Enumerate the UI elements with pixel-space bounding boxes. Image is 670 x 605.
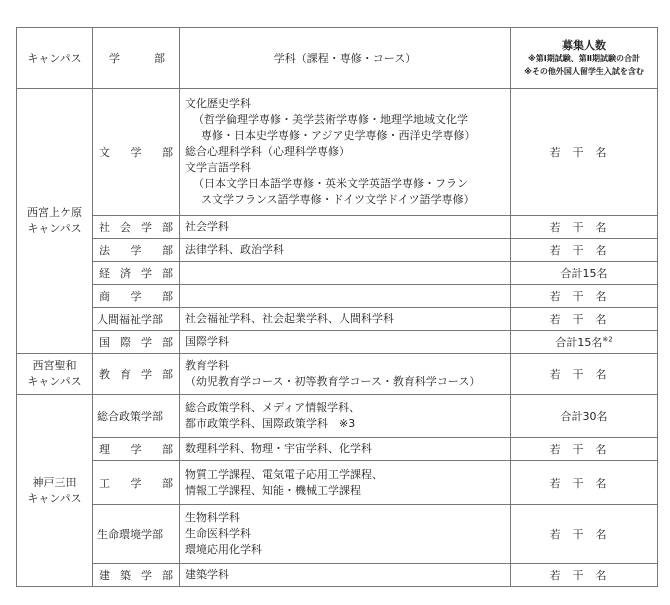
campus-name-line1: 西宮聖和 [32, 359, 77, 372]
subject-line: 文化歴史学科 [185, 97, 251, 110]
dept-seimei: 生命環境学部 [93, 505, 180, 564]
subject-shakai: 社会学科 [180, 216, 511, 239]
campus-uegahara [17, 89, 93, 354]
subject-line: 物質工学課程、電気電子応用工学課程、 [185, 467, 383, 481]
campus-name-line2: キャンパス [27, 222, 82, 235]
table-row [17, 461, 658, 505]
quota-value: 若干名 [549, 290, 619, 303]
subject-line: 環境応用化学科 [185, 543, 262, 556]
quota-value: 若干名 [549, 146, 619, 159]
quota-kou [511, 461, 658, 505]
dept-kokusai: 国際学部 [93, 331, 180, 354]
quota-ningen [511, 308, 658, 331]
table-row [17, 331, 658, 354]
subject-bungaku [180, 89, 511, 216]
dept-kenchiku: 建築学部 [93, 564, 180, 587]
table-row [17, 239, 658, 262]
subject-line: 生物科学科 [185, 511, 240, 524]
subject-sougou [180, 395, 511, 438]
quota-value: 若干名 [549, 368, 619, 381]
subject-line: （哲学倫理学専修・美学芸術学専修・地理学地域文化学 [193, 113, 468, 126]
admissions-table [16, 27, 658, 587]
quota-value: 合計15名 [555, 336, 603, 349]
subject-hou: 法律学科、政治学科 [180, 239, 511, 262]
campus-name-line2: キャンパス [27, 491, 82, 505]
quota-hou [511, 239, 658, 262]
subject-line: 生命医科学科 [185, 527, 251, 540]
quota-bungaku [511, 89, 658, 216]
header-quota [511, 28, 658, 89]
quota-value: 若干名 [549, 476, 619, 490]
header-dept [93, 28, 180, 89]
subject-line: 情報工学課程、知能・機械工学課程 [185, 483, 361, 497]
campus-name-line1: 神戸三田 [32, 475, 77, 489]
subject-kenchiku: 建築学科 [180, 564, 511, 587]
quota-kokusai [511, 331, 658, 354]
quota-value: 若干名 [549, 244, 619, 257]
subject-line: ス文学フランス語学専修・ドイツ文学ドイツ語学専修） [201, 193, 475, 206]
subject-line: （日本文学日本語学専修・英米文学英語学専修・フラン [193, 177, 468, 190]
table-row [17, 262, 658, 285]
campus-name-line2: キャンパス [27, 375, 82, 388]
quota-shakai [511, 216, 658, 239]
dept-sougou: 総合政策学部 [93, 395, 180, 438]
subject-line: 教育学科 [185, 359, 229, 372]
table-row [17, 216, 658, 239]
dept-shou: 商学部 [93, 285, 180, 308]
table-row [17, 354, 658, 395]
quota-sougou: 合計30名 [511, 395, 658, 438]
quota-ri [511, 438, 658, 461]
quota-kenchiku [511, 564, 658, 587]
subject-keizai [180, 262, 511, 285]
quota-keizai: 合計15名 [511, 262, 658, 285]
campus-seiwa [17, 354, 93, 395]
table-row [17, 308, 658, 331]
header-dept-left: 学 [109, 52, 120, 65]
dept-keizai: 経済学部 [93, 262, 180, 285]
subject-seimei [180, 505, 511, 564]
header-campus: キャンパス [17, 28, 93, 89]
subject-kou [180, 461, 511, 505]
campus-sanda [17, 395, 93, 587]
table-row [17, 505, 658, 564]
dept-hou: 法学部 [93, 239, 180, 262]
subject-line: 総合政策学科、メディア情報学科、 [185, 401, 361, 414]
dept-kou: 工学部 [93, 461, 180, 505]
quota-value: 若干名 [549, 221, 619, 234]
subject-shou [180, 285, 511, 308]
quota-value: 若干名 [549, 443, 619, 456]
table-row [17, 285, 658, 308]
dept-ningen: 人間福祉学部 [93, 308, 180, 331]
header-quota-note1: ※第Ⅰ期試験、第Ⅱ期試験の合計 [527, 53, 641, 63]
subject-line: 専修・日本史学専修・アジア史学専修・西洋史学専修） [201, 129, 476, 142]
subject-kokusai: 国際学科 [180, 331, 511, 354]
header-quota-note2: ※その他外国人留学生入試を含む [524, 66, 644, 76]
subject-ningen: 社会福祉学科、社会起業学科、人間科学科 [180, 308, 511, 331]
dept-shakai: 社会学部 [93, 216, 180, 239]
table-row [17, 564, 658, 587]
table-row [17, 395, 658, 438]
subject-ri: 数理科学科、物理・宇宙学科、化学科 [180, 438, 511, 461]
subject-line: 総合心理科学科（心理科学専修） [185, 145, 350, 158]
quota-value: 若干名 [549, 528, 619, 541]
table-row [17, 438, 658, 461]
header-row [17, 28, 658, 89]
header-subject: 学科（課程・専修・コース） [180, 28, 511, 89]
quota-value: 若干名 [549, 569, 619, 582]
header-quota-title: 募集人数 [562, 38, 606, 52]
subject-line: （幼児教育学コース・初等教育学コース・教育科学コース） [185, 375, 481, 388]
quota-shou [511, 285, 658, 308]
subject-kyoiku [180, 354, 511, 395]
campus-name-line1: 西宮上ケ原 [27, 206, 82, 219]
header-dept-right: 部 [154, 52, 165, 65]
subject-line: 文学言語学科 [185, 161, 251, 174]
footnote-marker: ※2 [602, 335, 613, 344]
quota-kyoiku [511, 354, 658, 395]
subject-line: 都市政策学科、国際政策学科 ※3 [185, 417, 356, 430]
dept-kyoiku: 教育学部 [93, 354, 180, 395]
quota-value: 若干名 [549, 313, 619, 326]
dept-ri: 理学部 [93, 438, 180, 461]
dept-bungaku: 文学部 [93, 89, 180, 216]
table-row [17, 89, 658, 216]
quota-seimei [511, 505, 658, 564]
